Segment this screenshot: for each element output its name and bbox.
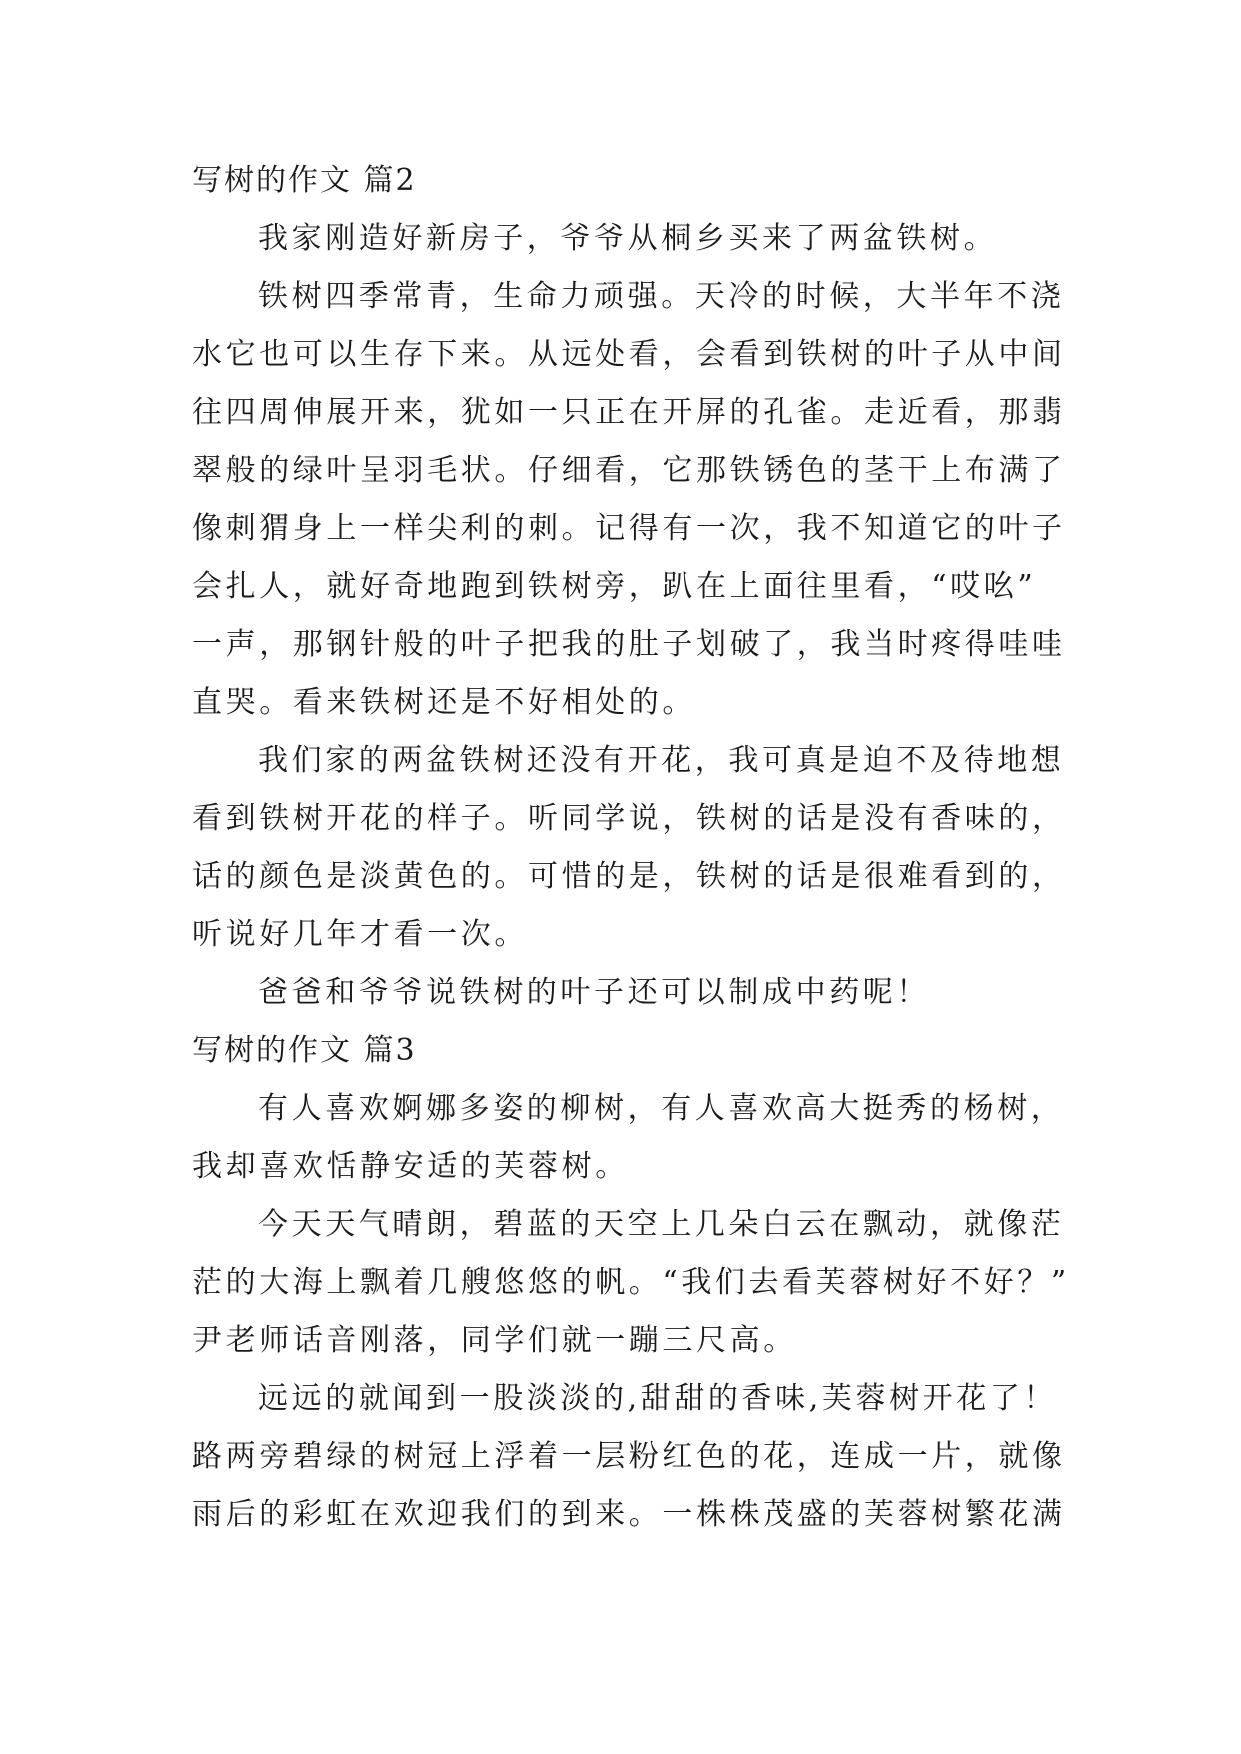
text-line: 话的颜色是淡黄色的。可惜的是，铁树的话是很难看到的， (192, 859, 1066, 894)
text-line: 铁树四季常青，生命力顽强。天冷的时候，大半年不浇 (258, 279, 1065, 314)
text-line: 路两旁碧绿的树冠上浮着一层粉红色的花，连成一片，就像 (192, 1439, 1066, 1474)
paragraph (192, 964, 1062, 1022)
paragraph (192, 1196, 1070, 1370)
essay-section (192, 1022, 1070, 1544)
paragraph (192, 1080, 1065, 1196)
text-line: 我却喜欢恬静安适的芙蓉树。 (192, 1149, 629, 1184)
text-line: 会扎人，就好奇地跑到铁树旁，趴在上面往里看，“哎吆” (192, 569, 1037, 604)
text-line: 翠般的绿叶呈羽毛状。仔细看，它那铁锈色的茎干上布满了 (192, 453, 1066, 488)
document-body (192, 152, 1070, 1544)
text-line: 茫的大海上飘着几艘悠悠的帆。“我们去看芙蓉树好不好？” (192, 1265, 1070, 1300)
text-line: 今天天气晴朗，碧蓝的天空上几朵白云在飘动，就像茫 (258, 1207, 1065, 1242)
text-line: 水它也可以生存下来。从远处看，会看到铁树的叶子从中间 (192, 337, 1066, 372)
paragraph (192, 210, 1062, 268)
text-line: 像刺猬身上一样尖利的刺。记得有一次，我不知道它的叶子 (192, 511, 1066, 546)
text-line: 我家刚造好新房子，爷爷从桐乡买来了两盆铁树。 (258, 221, 998, 256)
text-line: 直哭。看来铁树还是不好相处的。 (192, 685, 696, 720)
text-line: 尹老师话音刚落，同学们就一蹦三尺高。 (192, 1323, 797, 1358)
section-heading: 写树的作文 篇2 (192, 163, 417, 198)
text-line: 有人喜欢婀娜多姿的柳树，有人喜欢高大挺秀的杨树， (258, 1091, 1065, 1126)
text-line: 远远的就闻到一股淡淡的,甜甜的香味,芙蓉树开花了！ (258, 1381, 1058, 1416)
paragraph (192, 732, 1066, 964)
text-line: 爸爸和爷爷说铁树的叶子还可以制成中药呢！ (258, 975, 930, 1010)
paragraph (192, 1370, 1066, 1544)
text-line: 一声，那钢针般的叶子把我的肚子划破了，我当时疼得哇哇 (192, 627, 1066, 662)
text-line: 听说好几年才看一次。 (192, 917, 528, 952)
document-page (192, 152, 1070, 1544)
essay-section (192, 152, 1066, 1022)
section-heading: 写树的作文 篇3 (192, 1033, 417, 1068)
text-line: 往四周伸展开来，犹如一只正在开屏的孔雀。走近看，那翡 (192, 395, 1066, 430)
text-line: 我们家的两盆铁树还没有开花，我可真是迫不及待地想 (258, 743, 1065, 778)
text-line: 雨后的彩虹在欢迎我们的到来。一株株茂盛的芙蓉树繁花满 (192, 1497, 1066, 1532)
paragraph (192, 268, 1066, 732)
text-line: 看到铁树开花的样子。听同学说，铁树的话是没有香味的， (192, 801, 1066, 836)
